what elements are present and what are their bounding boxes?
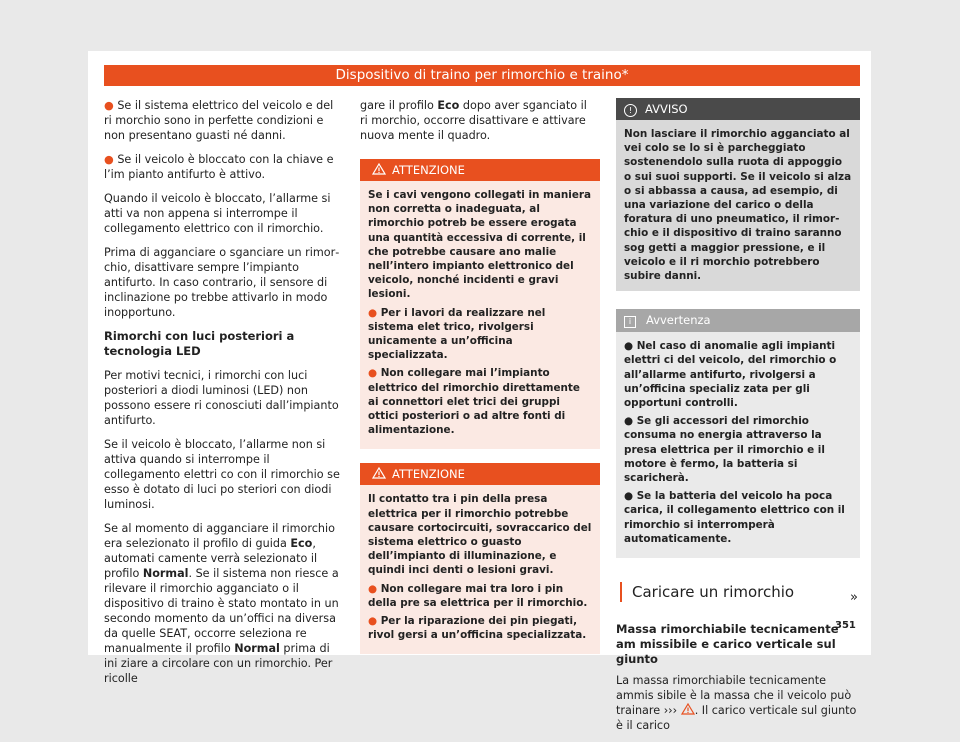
warning-box-1 [360, 159, 600, 449]
warning-box-body: Se i cavi vengono collegati in maniera non corretta o inadeguata, al rimorchio potreb be essere erogata una quantità eccessiva di corrente, il che potrebbe causare ano malie nell’intero impianto elettronico del veicolo, nonché incidenti e gravi lesioni. ● Per i lavori da realizzare nel sistema elet trico, rivolgersi unicamente a un’officina specializzata. ● Non collegare mai l’impianto elettrico del rimorchio direttamente ai connettori elet trici dei gruppi ottici posteriori o ad altre fonti di alimentazione. [368, 189, 592, 437]
bullet-icon: ● [624, 340, 637, 353]
notice-box [616, 98, 860, 291]
bullet-icon: ● [368, 367, 381, 380]
bullet-icon: ● [624, 490, 637, 503]
note-box-header: i Avvertenza [616, 309, 860, 332]
list-item: ● Se la batteria del veicolo ha poca carica, il collegamento elettrico con il rimorchio si interromperà automaticamente. [624, 490, 845, 545]
column-1 [104, 98, 344, 695]
paragraph: Quando il veicolo è bloccato, l’allarme si atti va non appena si interrompe il collegamento elettrico con il rimorchio. [104, 192, 331, 235]
subheading-led: Rimorchi con luci posteriori a tecnologia LED [104, 329, 295, 358]
list-item: ● Per la riparazione dei pin piegati, rivol gersi a un’officina specializzata. [368, 615, 587, 642]
section-title: Caricare un rimorchio [620, 582, 860, 602]
paragraph: Se il veicolo è bloccato, l’allarme non si attiva quando si interrompe il collegamento elettri co con il rimorchio se esso è dotato di luci po steriori con diodi luminosi. [104, 438, 340, 511]
paragraph: gare il profilo Eco dopo aver sganciato il ri morchio, occorre disattivare e attivare nuova mente il quadro. [360, 99, 587, 142]
warning-triangle-icon [372, 467, 386, 479]
notice-box-body: Non lasciare il rimorchio agganciato al vei colo se lo si è parcheggiato sostenendolo sulla ruota di appoggio o sui suoi supporti. Se il veicolo si alza o si abbassa a causa, ad esempio, di una variazione del carico o della foratura di uno pneumatico, il rimor chio e il dispositivo di traino saranno sog getti a maggior pressione, e il veicolo e il ri morchio potrebbero subire danni. [624, 128, 852, 283]
bullet-icon: ● [104, 99, 118, 112]
warning-box-2 [360, 463, 600, 654]
reference-marker[interactable]: ››› [663, 704, 678, 718]
notice-box-header: ! AVVISO [616, 98, 860, 120]
subheading-mass: Massa rimorchiabile tecnicamente am missibile e carico verticale sul giunto [616, 622, 839, 667]
bullet-icon: ● [104, 153, 118, 166]
paragraph: Per motivi tecnici, i rimorchi con luci posteriori a diodi luminosi (LED) non possono essere ri conosciuti dall’impianto antifurto. [104, 369, 339, 427]
warning-box-header: ATTENZIONE [360, 463, 600, 485]
warning-triangle-icon [681, 703, 695, 715]
list-item: ● Non collegare mai l’impianto elettrico del rimorchio direttamente ai connettori elet trici dei gruppi ottici posteriori o ad altre fonti di alimentazione. [368, 367, 580, 437]
continue-marker: » [850, 590, 858, 605]
list-item: ● Nel caso di anomalie agli impianti elettri ci del veicolo, del rimorchio o all’allarme antifurto, rivolgersi a un’officina specializ zata per gli opportuni controlli. [624, 340, 837, 410]
warning-box-body: Il contatto tra i pin della presa elettrica per il rimorchio potrebbe causare cortocircuiti, sovraccarico del sistema elettrico o guasto dell’impianto di illuminazione, e quindi inci denti o lesioni gravi. ● Non collegare mai tra loro i pin della pre sa elettrica per il rimorchio. ● Per la riparazione dei pin piegati, rivol gersi a un’officina specializzata. [368, 493, 592, 642]
warning-box-header: ATTENZIONE [360, 159, 600, 181]
column-3 [616, 98, 860, 742]
bullet-icon: ● [368, 306, 381, 319]
bullet-icon: ● [368, 582, 381, 595]
page-number: 351 [835, 620, 856, 631]
list-item: ● Se il veicolo è bloccato con la chiave e l’im pianto antifurto è attivo. [104, 153, 334, 181]
note-box-body [616, 332, 860, 558]
bullet-icon: ● [624, 415, 637, 428]
warning-triangle-icon [372, 163, 386, 175]
paragraph: Prima di agganciare o sganciare un rimor chio, disattivare sempre l’impianto antifurto. In caso contrario, il sensore di inclinazione po trebbe attivarlo in modo inopportuno. [104, 246, 340, 319]
list-item: ● Se gli accessori del rimorchio consuma no energia attraverso la presa elettrica per il rimorchio e il motore è fermo, la batteria si scaricherà. [624, 415, 825, 485]
list-item: ● Per i lavori da realizzare nel sistema elet trico, rivolgersi unicamente a un’officina specializzata. [368, 306, 546, 362]
exclamation-circle-icon: ! [624, 104, 637, 117]
bullet-icon: ● [368, 615, 381, 628]
info-icon: i [624, 316, 636, 328]
note-box [616, 309, 860, 558]
column-2 [360, 98, 600, 668]
page-header: Dispositivo di traino per rimorchio e traino* [104, 65, 860, 86]
list-item: ● Se il sistema elettrico del veicolo e del ri morchio sono in perfette condizioni e non presentano guasti né danni. [104, 99, 334, 142]
paragraph: Se al momento di agganciare il rimorchio era selezionato il profilo di guida Eco, automati camente verrà selezionato il profilo Normal. Se il sistema non riesce a rilevare il rimorchio agganciato o il dispositivo di traino è stato montato in un secondo momento da un’offici na diversa da quelle SEAT, occorre seleziona re manualmente il profilo Normal prima di ini ziare a circolare con un rimorchio. Per ricolle [104, 522, 339, 685]
paragraph: La massa rimorchiabile tecnicamente ammis sibile è la massa che il veicolo può trainare ››› . Il carico verticale sul giunto è il carico [616, 674, 857, 733]
list-item: ● Non collegare mai tra loro i pin della pre sa elettrica per il rimorchio. [368, 582, 588, 609]
